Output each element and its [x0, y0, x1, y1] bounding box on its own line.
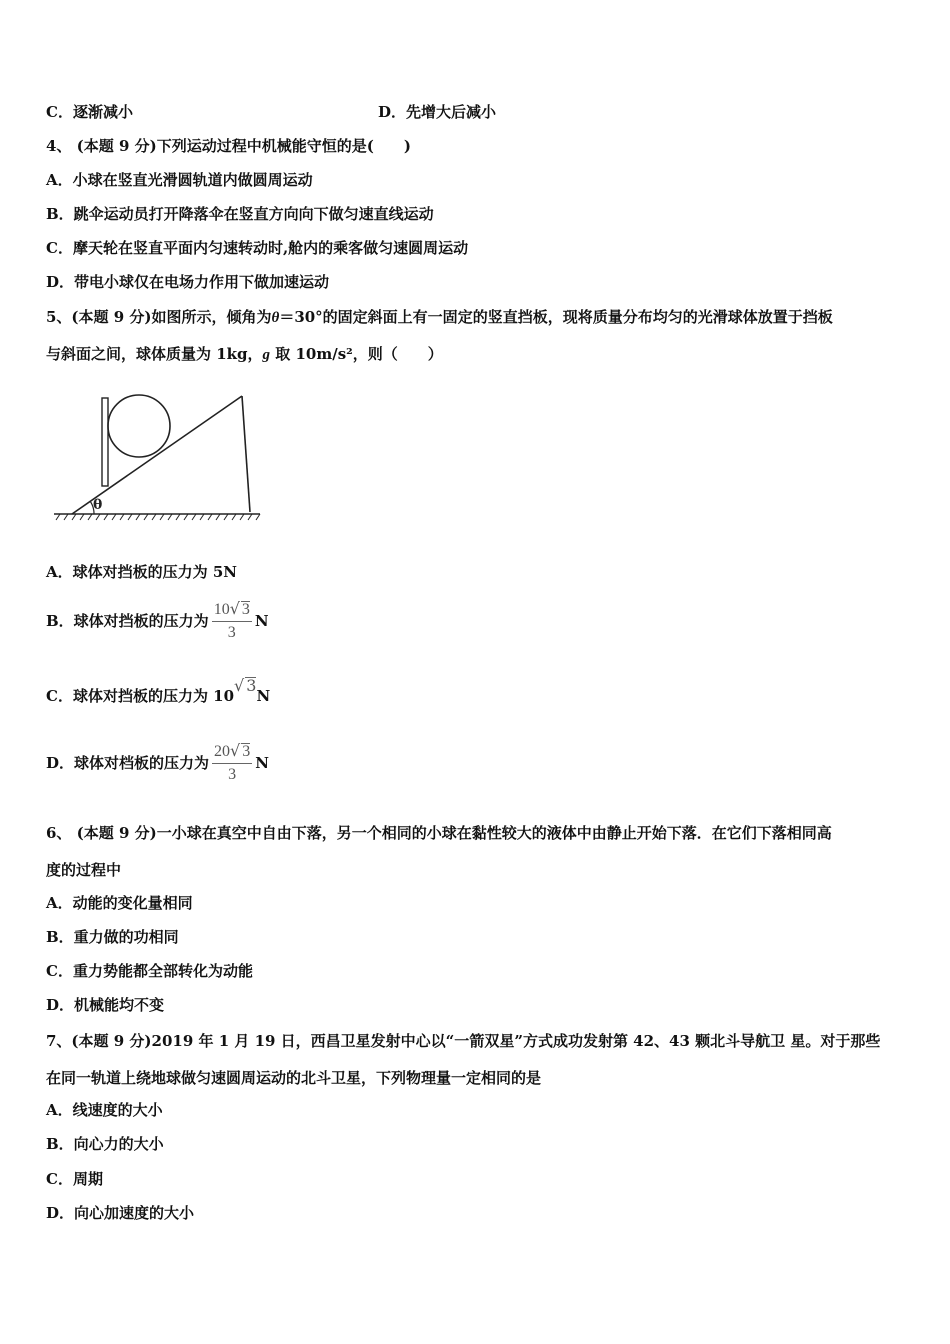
fraction-b: $\frac{10√ 3}{3}$ — [213, 599, 250, 641]
q6-option-d: D．机械能均不变 — [46, 996, 165, 1014]
q5-option-d: D．球体对档板的压力为 $\frac{20√ 3}{3}$ N — [46, 741, 269, 783]
q6-option-a: A．动能的变化量相同 — [46, 894, 193, 912]
q3-option-c: C．逐渐减小 — [46, 103, 133, 121]
incline-ball-diagram — [50, 378, 265, 528]
q6-option-b: B．重力做的功相同 — [46, 928, 179, 946]
baffle-board — [102, 398, 108, 486]
g-symbol: g — [262, 347, 271, 363]
q6-option-c: C．重力势能都全部转化为动能 — [46, 962, 253, 980]
q7-stem-line1: 7、(本题 9 分)2019 年 1 月 19 日，西昌卫星发射中心以“一箭双星”方式成功发射第 42、43 颗北斗导航卫 星。对于那些 — [46, 1032, 881, 1050]
q5-stem-line1: 5、(本题 9 分)如图所示，倾角为θ＝30°的固定斜面上有一固定的竖直挡板，现将质量分布均匀的光滑球体放置于挡板 — [46, 308, 833, 326]
q5-option-b: B．球体对挡板的压力为 $\frac{10√ 3}{3}$ N — [46, 599, 269, 641]
ball — [108, 395, 170, 457]
q5-stem-line2: 与斜面之间，球体质量为 1kg，g 取 10m/s²，则（ ） — [46, 345, 443, 363]
theta-label: θ — [93, 497, 103, 513]
q4-stem: 4、 (本题 9 分)下列运动过程中机械能守恒的是( ) — [46, 137, 411, 155]
q6-stem-line1: 6、 (本题 9 分)一小球在真空中自由下落，另一个相同的小球在黏性较大的液体中由静止开始下落．在它们下落相同高 — [46, 824, 832, 842]
fraction-d: $\frac{20√ 3}{3}$ — [214, 741, 251, 783]
q6-stem-line2: 度的过程中 — [46, 861, 122, 879]
q3-option-d: D．先增大后减小 — [378, 103, 497, 121]
theta-symbol: θ — [271, 310, 280, 326]
q7-option-a: A．线速度的大小 — [46, 1101, 163, 1119]
q4-option-b: B．跳伞运动员打开降落伞在竖直方向向下做匀速直线运动 — [46, 205, 434, 223]
q4-option-c: C．摩天轮在竖直平面内匀速转动时,舱内的乘客做匀速圆周运动 — [46, 239, 469, 257]
q5-option-c: C．球体对挡板的压力为 10√ 3N — [46, 676, 271, 705]
q7-stem-line2: 在同一轨道上绕地球做匀速圆周运动的北斗卫星，下列物理量一定相同的是 — [46, 1069, 542, 1087]
ground-hatching — [56, 514, 260, 520]
q4-option-d: D．带电小球仅在电场力作用下做加速运动 — [46, 273, 330, 291]
q7-option-b: B．向心力的大小 — [46, 1135, 164, 1153]
q4-option-a: A．小球在竖直光滑圆轨道内做圆周运动 — [46, 171, 313, 189]
q7-option-c: C．周期 — [46, 1170, 103, 1188]
q7-option-d: D．向心加速度的大小 — [46, 1204, 195, 1222]
q5-option-a: A．球体对挡板的压力为 5N — [46, 563, 238, 581]
sqrt-c: √ 3 — [234, 676, 257, 695]
incline-back — [242, 396, 250, 512]
